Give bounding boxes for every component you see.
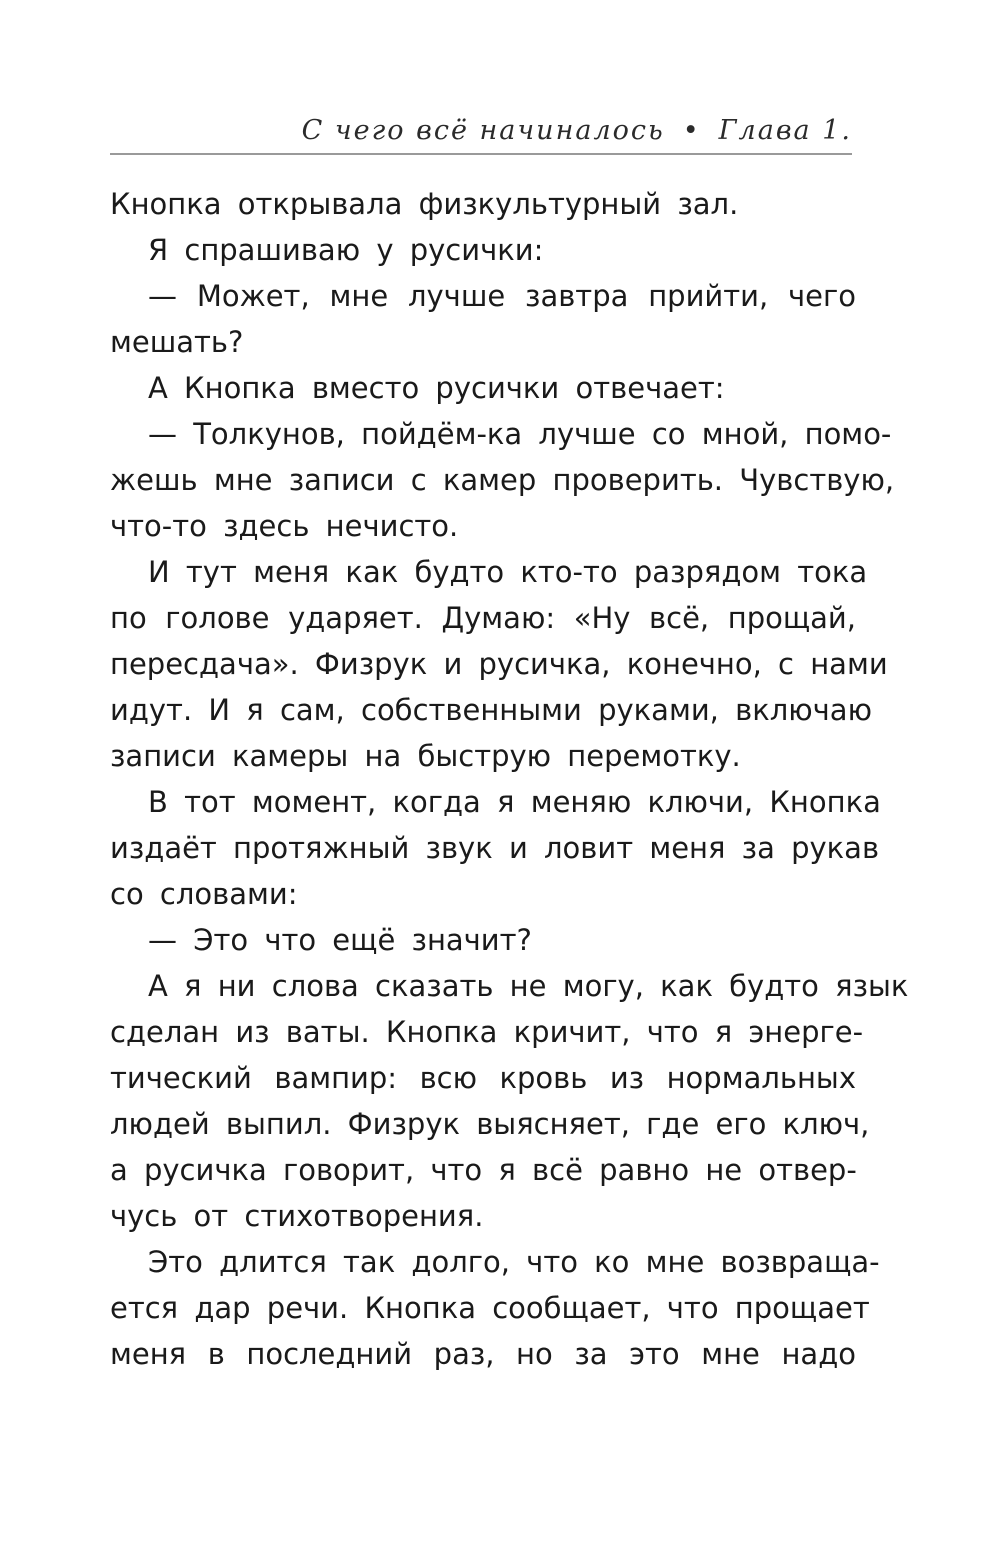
text-line: чусь от стихотворения. — [110, 1199, 484, 1233]
header-divider — [110, 153, 852, 155]
text-line: жешь мне записи с камер проверить. Чувствую, — [110, 463, 895, 497]
text-line: И тут меня как будто кто-то разрядом тока — [148, 555, 868, 589]
chapter-label: Глава 1. — [718, 115, 852, 146]
paragraph — [110, 917, 856, 963]
text-line: Это длится так долго, что ко мне возвраща- — [148, 1245, 880, 1279]
text-line: тический вампир: всю кровь из нормальных — [110, 1061, 856, 1095]
text-line: ется дар речи. Кнопка сообщает, что прощает — [110, 1291, 870, 1325]
text-line: — Толкунов, пойдём-ка лучше со мной, помо- — [148, 417, 892, 451]
paragraph — [110, 549, 888, 779]
paragraph — [110, 273, 856, 365]
text-line: В тот момент, когда я меняю ключи, Кнопка — [148, 785, 881, 819]
text-line: меня в последний раз, но за это мне надо — [110, 1337, 856, 1371]
paragraph — [110, 779, 881, 917]
text-line: А я ни слова сказать не могу, как будто язык — [148, 969, 909, 1003]
paragraph — [110, 411, 895, 549]
text-line: по голове ударяет. Думаю: «Ну всё, прощай, — [110, 601, 856, 635]
text-line: записи камеры на быструю перемотку. — [110, 739, 741, 773]
paragraph — [110, 1239, 880, 1377]
page-body-text — [110, 181, 909, 1377]
paragraph — [110, 227, 856, 273]
text-line: людей выпил. Физрук выясняет, где его ключ, — [110, 1107, 870, 1141]
text-line: пересдача». Физрук и русичка, конечно, с нами — [110, 647, 888, 681]
text-line: со словами: — [110, 877, 298, 911]
book-title: С чего всё начиналось — [301, 115, 665, 146]
text-line: мешать? — [110, 325, 244, 359]
text-line: что-то здесь нечисто. — [110, 509, 459, 543]
text-line: сделан из ваты. Кнопка кричит, что я энерге- — [110, 1015, 864, 1049]
paragraph — [110, 963, 909, 1239]
running-header — [112, 102, 852, 146]
text-line: А Кнопка вместо русички отвечает: — [148, 371, 725, 405]
text-line: Я спрашиваю у русички: — [148, 233, 544, 267]
text-line: Кнопка открывала физкультурный зал. — [110, 187, 739, 221]
text-line: идут. И я сам, собственными руками, включаю — [110, 693, 872, 727]
bullet-separator: • — [682, 115, 701, 146]
text-line: издаёт протяжный звук и ловит меня за рукав — [110, 831, 880, 865]
text-line: — Это что ещё значит? — [148, 923, 532, 957]
paragraph — [110, 181, 856, 227]
text-line: а русичка говорит, что я всё равно не отвер- — [110, 1153, 857, 1187]
text-line: — Может, мне лучше завтра прийти, чего — [148, 279, 856, 313]
paragraph — [110, 365, 856, 411]
